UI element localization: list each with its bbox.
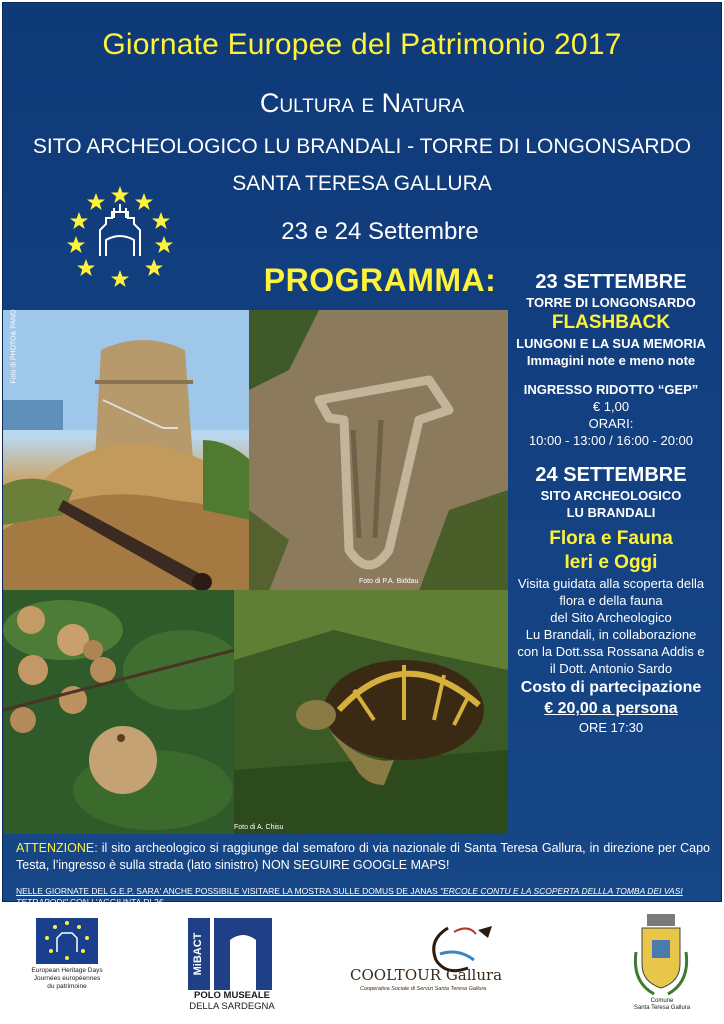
eu-heritage-stars-icon — [66, 182, 174, 290]
day2-event1: Flora e Fauna — [549, 528, 673, 549]
day1-date: 23 SETTEMBRE — [535, 271, 687, 293]
day1-price: € 1,00 — [592, 399, 630, 414]
polo-line-2: DELLA SARDEGNA — [189, 1001, 275, 1012]
ruins-aerial-photo — [249, 310, 508, 591]
tower-photo — [3, 310, 250, 591]
fruit-photo — [3, 590, 235, 834]
exhibit-notice-c: CON L'AGGIUNTA DI 2€. — [67, 897, 166, 907]
programma-heading: PROGRAMMA: — [263, 262, 497, 298]
comune-caption-2: Santa Teresa Gallura — [633, 1005, 691, 1011]
attention-lead: ATTENZIONE: — [16, 841, 98, 855]
ruins-photo-credit: Foto di P.A. Biddau — [359, 578, 419, 585]
day1-line1: LUNGONI E LA SUA MEMORIA — [516, 336, 706, 351]
comune-caption — [620, 998, 704, 1012]
day2-costo-price: € 20,00 a persona — [544, 700, 678, 717]
day2-location2: LU BRANDALI — [566, 505, 656, 520]
event-dates: 23 e 24 Settembre — [281, 218, 479, 245]
site-name: SITO ARCHEOLOGICO LU BRANDALI - TORRE DI LONGONSARDO — [32, 135, 692, 158]
tortoise-illustration — [234, 590, 508, 834]
exhibit-notice — [16, 886, 710, 908]
ehd-caption-3: du patrimoine — [47, 983, 87, 990]
ehd-caption-1: European Heritage Days — [31, 967, 103, 974]
ehd-stars-icon — [36, 918, 98, 964]
fruit-illustration — [3, 590, 235, 834]
day2-location1: SITO ARCHEOLOGICO — [540, 488, 682, 503]
tower-illustration — [3, 310, 250, 591]
comune-crest — [632, 912, 690, 998]
cooltour-logo-text: COOLTOUR Gallura — [350, 966, 503, 984]
polo-museale-caption — [172, 990, 292, 1012]
mibact-logo — [188, 918, 272, 990]
comune-crest-icon — [632, 912, 690, 998]
exhibit-notice-a: NELLE GIORNATE DEL G.E.P. SARA' ANCHE POSSIBILE VISITARE LA MOSTRA SULLE DOMUS DE JANAS — [16, 886, 441, 896]
attention-text: il sito archeologico si raggiunge dal semaforo di via nazionale di Santa Teresa Gallura, in direzione per Capo Testa, l’ingresso è sulla strada (lato sinistro) NON SEGUIRE GOOGLE MAPS! — [16, 841, 710, 872]
day2-date: 24 SETTEMBRE — [535, 464, 687, 486]
tortoise-photo — [234, 590, 508, 834]
comune-caption-1: Comune — [650, 998, 674, 1004]
day1-line2: Immagini note e meno note — [526, 353, 696, 368]
cooltour-subtitle: Cooperativa Sociale di Servizi Santa Teresa Gallura — [360, 986, 487, 992]
subtitle: Cultura e Natura — [259, 88, 465, 118]
day2-desc-1: Visita guidata alla scoperta della — [517, 576, 705, 591]
program-column — [505, 268, 717, 736]
day2-desc-5: con la Dott.ssa Rossana Addis e — [517, 644, 705, 659]
polo-line-1: POLO MUSEALE — [193, 990, 270, 1001]
day2-desc-6: il Dott. Antonio Sardo — [549, 661, 673, 676]
day1-orari: 10:00 - 13:00 / 16:00 - 20:00 — [528, 433, 694, 448]
ehd-caption — [22, 967, 112, 991]
ruins-illustration — [249, 310, 508, 591]
day1-event: FLASHBACK — [551, 312, 671, 333]
day1-orari-label: ORARI: — [588, 416, 634, 431]
tower-photo-credit: Foto di PHOTO& PANO — [10, 309, 18, 384]
day2-desc-3: del Sito Archeologico — [550, 610, 672, 625]
town-name: SANTA TERESA GALLURA — [232, 172, 492, 195]
day1-ingresso: INGRESSO RIDOTTO “GEP” — [523, 382, 699, 397]
day2-costo: Costo di partecipazione — [520, 679, 702, 696]
ehd-caption-2: Journées européennes — [33, 975, 101, 982]
attention-notice — [16, 840, 710, 874]
mibact-vertical-label: MiBACT — [192, 932, 204, 976]
exhibit-notice-title: "ERCOLE CONTU E LA SCOPERTA DELLLA TOMBA DEI VASI TETRAPODI" — [16, 886, 683, 907]
european-heritage-days-logo — [36, 918, 98, 964]
day2-event2: Ieri e Oggi — [564, 552, 658, 573]
day2-desc-4: Lu Brandali, in collaborazione — [525, 627, 697, 642]
day2-desc-2: flora e della fauna — [559, 593, 663, 608]
day2-ore: ORE 17:30 — [578, 720, 644, 735]
tortoise-photo-credit: Foto di A. Chisu — [234, 824, 284, 831]
day1-location: TORRE DI LONGONSARDO — [526, 295, 696, 310]
main-title: Giornate Europee del Patrimonio 2017 — [102, 28, 622, 61]
